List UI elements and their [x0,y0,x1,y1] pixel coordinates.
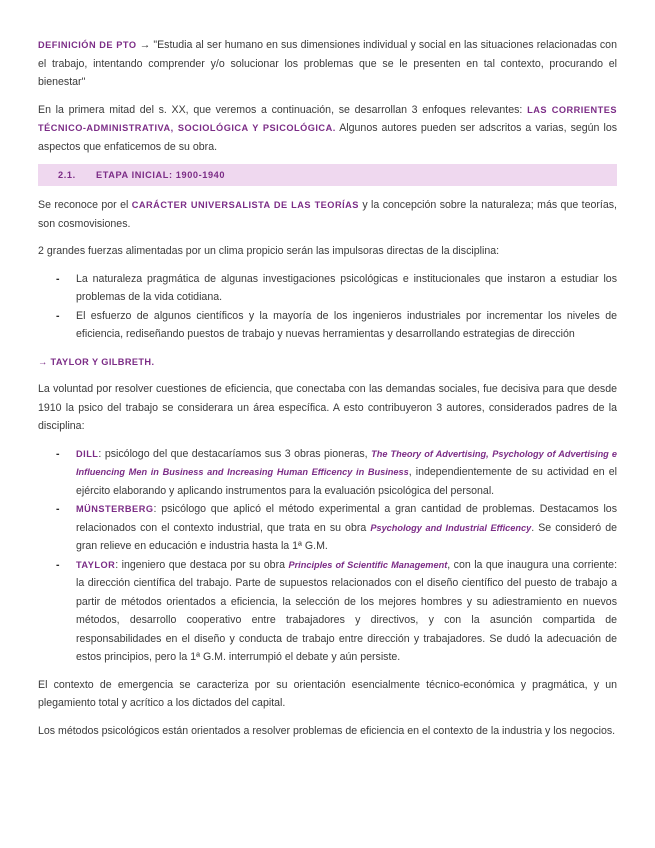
definition-paragraph [38,36,617,92]
list-item [38,270,617,307]
work-title: The Theory of Advertising [371,448,487,459]
definition-label: DEFINICIÓN DE PTO [38,40,137,50]
list-item-dill [38,445,617,501]
dash-bullet: - [56,447,60,460]
list-item-munsterberg [38,500,617,556]
list-item-text: El esfuerzo de algunos científicos y la mayoría de los ingenieros industriales por incrementar los niveles de eficiencia, rediseñando puestos de trabajo y nuevas herramientas y desarrollando estrategias de dirección [76,309,617,340]
section-title: ETAPA INICIAL: 1900-1940 [96,169,226,180]
p1-text: Se reconoce por el [38,199,129,211]
author-text-end: , independientemente de su actividad en el ejército elaborando y aplicando instrumentos para la evaluación psicológica del personal. [76,466,617,497]
forces-list [38,270,617,344]
author-text-end: , con la que inaugura una corriente: la dirección científica del trabajo. Parte de supuestos relacionados con el diseño científico del puesto de trabajo a partir de métodos orientados a eficiencia, la selección de los mejores hombres y su adiestramiento en nuevos métodos, desarrollo cooperativo entre trabajadores y directivos, y con la asunción compartida de responsabilidades en el diseño y conducta de trabajo entre dirección y trabajadores. Se dudó la adecuación de estos principios, pero la 1ª G.M. interrumpió el debate y aún persiste. [76,558,618,663]
work-separator: , [486,448,489,459]
author-name: DILL [76,448,99,459]
intro-text-end: Algunos autores pueden ser adscritos a varias, según los aspectos que enfaticemos de su obra. [38,122,618,153]
dash-bullet: - [56,558,60,571]
dash-bullet: - [56,272,60,285]
list-item-taylor [38,556,617,667]
authors-list [38,445,617,667]
p1-text-end: y la concepción sobre la naturaleza; más que teorías, son cosmovisiones. [38,199,617,230]
work-title: Psychology of Advertising e Influencing Men in Business and Increasing Human Efficency in Business [76,448,617,477]
section-heading [38,164,617,186]
author-name: MÜNSTERBERG [76,504,154,514]
author-text: : psicólogo que aplicó el método experimental a gran cantidad de problemas. Destacamos los relacionados con el contexto industrial, que trata en su obra [76,503,617,534]
author-text: : psicólogo del que destacaríamos sus 3 obras pioneras, [98,447,368,460]
author-text: : ingeniero que destaca por su obra [115,558,285,571]
work-title: Psychology and Industrial Efficency [370,522,532,533]
intro-text: En la primera mitad del s. XX, que veremos a continuación, se desarrollan 3 enfoques relevantes: [38,103,523,116]
dash-bullet: - [56,309,60,322]
taylor-gilbreth-subheading: → TAYLOR Y GILBRETH. [38,356,155,367]
p1-keywords: CARÁCTER UNIVERSALISTA DE LAS TEORÍAS [131,200,359,210]
fathers-paragraph: La voluntad por resolver cuestiones de eficiencia, que conectaba con las demandas sociales, fue decisiva para que desde 1910 la psico del trabajo se considerara un área específica. A esto contribuyeron 3 autores, considerados padres de la disciplina: [38,383,617,432]
list-item-text: La naturaleza pragmática de algunas investigaciones psicológicas e institucionales que instaron a estudiar los problemas de la vida cotidiana. [76,272,617,303]
forces-intro-paragraph: 2 grandes fuerzas alimentadas por un clima propicio serán las impulsoras directas de la disciplina: [38,245,500,257]
methods-paragraph: Los métodos psicológicos están orientados a resolver problemas de eficiencia en el contexto de la industria y los negocios. [38,724,616,737]
universalist-paragraph [38,196,617,233]
emergency-context-paragraph: El contexto de emergencia se caracteriza por su orientación esencialmente técnico-económica y pragmática, y un plegamiento total y acrítico a los dictados del capital. [38,678,617,709]
definition-text: "Estudia al ser humano en sus dimensiones individual y social en las situaciones relacionadas con el trabajo, intentando comprender y/o solucionar los problemas que se le presenten en tal contexto, procurando el bienestar" [38,39,617,88]
list-item [38,307,617,344]
section-number: 2.1. [58,169,76,180]
author-text-end: . Se consideró de gran relieve en educación e industria hasta la 1ª G.M. [76,521,617,552]
author-name: TAYLOR [76,559,116,570]
arrow-glyph: → [139,39,151,51]
intro-paragraph [38,101,617,157]
work-title: Principles of Scientific Management [288,559,448,570]
intro-keywords: LAS CORRIENTES TÉCNICO-ADMINISTRATIVA, SOCIOLÓGICA Y PSICOLÓGICA. [38,104,617,133]
dash-bullet: - [56,503,60,515]
